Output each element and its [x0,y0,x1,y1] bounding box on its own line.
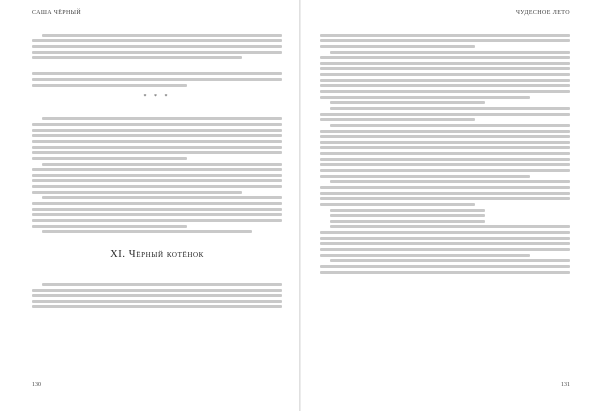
left-text-block-1 [32,23,282,87]
right-paragraph [320,23,570,31]
left-paragraph [32,272,282,280]
right-page-body [320,23,570,378]
left-paragraph [32,23,282,31]
left-text-block-3 [32,272,282,308]
left-page-number: 130 [32,382,41,388]
left-text-block-2 [32,107,282,233]
chapter-title: XI. Чёрный котёнок [110,249,204,261]
left-page-body [32,23,282,378]
left-running-head: САША ЧЁРНЫЙ [32,10,82,16]
right-running-head: ЧУДЕСНОЕ ЛЕТО [516,10,570,16]
left-paragraph [32,107,282,115]
right-page [300,0,600,411]
left-paragraph [32,62,282,70]
text-placeholder [32,283,282,309]
right-page-number: 131 [561,382,570,388]
section-separator: * * * [143,93,171,100]
text-placeholder [32,34,282,60]
text-placeholder [32,72,282,86]
text-placeholder [320,34,570,274]
text-placeholder [32,117,282,233]
